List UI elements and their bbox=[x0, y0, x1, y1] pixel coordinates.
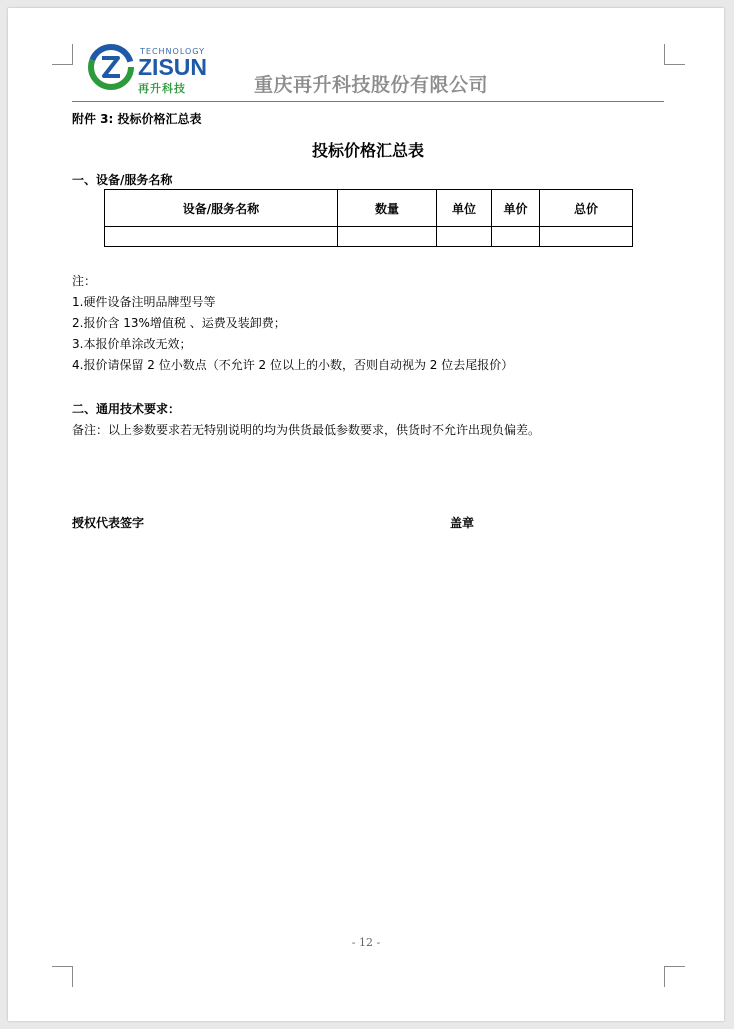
notes-block bbox=[72, 271, 513, 376]
note-item: 1.硬件设备注明品牌型号等 bbox=[72, 295, 216, 309]
attachment-label: 附件 3: 投标价格汇总表 bbox=[72, 112, 202, 126]
section1-heading: 一、设备/服务名称 bbox=[72, 173, 173, 187]
document-title: 投标价格汇总表 bbox=[311, 141, 424, 160]
crop-mark-top-right bbox=[664, 44, 685, 65]
document-page bbox=[8, 8, 724, 1021]
cell-name[interactable] bbox=[105, 227, 338, 247]
seal-label: 盖章 bbox=[450, 516, 475, 530]
col-header-quantity: 数量 bbox=[338, 190, 437, 227]
logo-chinese-text: 再升科技 bbox=[138, 82, 186, 95]
price-summary-table bbox=[104, 189, 633, 247]
note-item: 4.报价请保留 2 位小数点（不允许 2 位以上的小数，否则自动视为 2 位去尾报价） bbox=[72, 358, 514, 372]
col-header-name: 设备/服务名称 bbox=[105, 190, 338, 227]
cell-unit[interactable] bbox=[437, 227, 492, 247]
signature-label: 授权代表签字 bbox=[72, 516, 145, 530]
crop-mark-top-left bbox=[52, 44, 73, 65]
note-item: 2.报价含 13%增值税 、运费及装卸费； bbox=[72, 316, 286, 330]
cell-total-price[interactable] bbox=[540, 227, 633, 247]
crop-mark-bottom-right bbox=[664, 966, 685, 987]
cell-unit-price[interactable] bbox=[492, 227, 540, 247]
table-row bbox=[105, 227, 633, 247]
company-logo bbox=[88, 42, 238, 96]
table-header-row bbox=[105, 190, 633, 227]
crop-mark-bottom-left bbox=[52, 966, 73, 987]
remark-text: 备注：以上参数要求若无特别说明的均为供货最低参数要求，供货时不允许出现负偏差。 bbox=[72, 423, 541, 437]
section2-heading: 二、通用技术要求： bbox=[72, 402, 181, 416]
logo-brand-text: ZISUN bbox=[138, 54, 207, 80]
cell-quantity[interactable] bbox=[338, 227, 437, 247]
note-item: 3.本报价单涂改无效； bbox=[72, 337, 192, 351]
header-divider bbox=[72, 101, 664, 102]
notes-label: 注： bbox=[72, 274, 97, 288]
company-name: 重庆再升科技股份有限公司 bbox=[254, 74, 489, 96]
logo-swirl-icon bbox=[88, 44, 134, 90]
logo-tagline: TECHNOLOGY bbox=[140, 47, 205, 56]
col-header-total-price: 总价 bbox=[540, 190, 633, 227]
col-header-unit: 单位 bbox=[437, 190, 492, 227]
page-number: - 12 - bbox=[351, 936, 381, 949]
col-header-unit-price: 单价 bbox=[492, 190, 540, 227]
